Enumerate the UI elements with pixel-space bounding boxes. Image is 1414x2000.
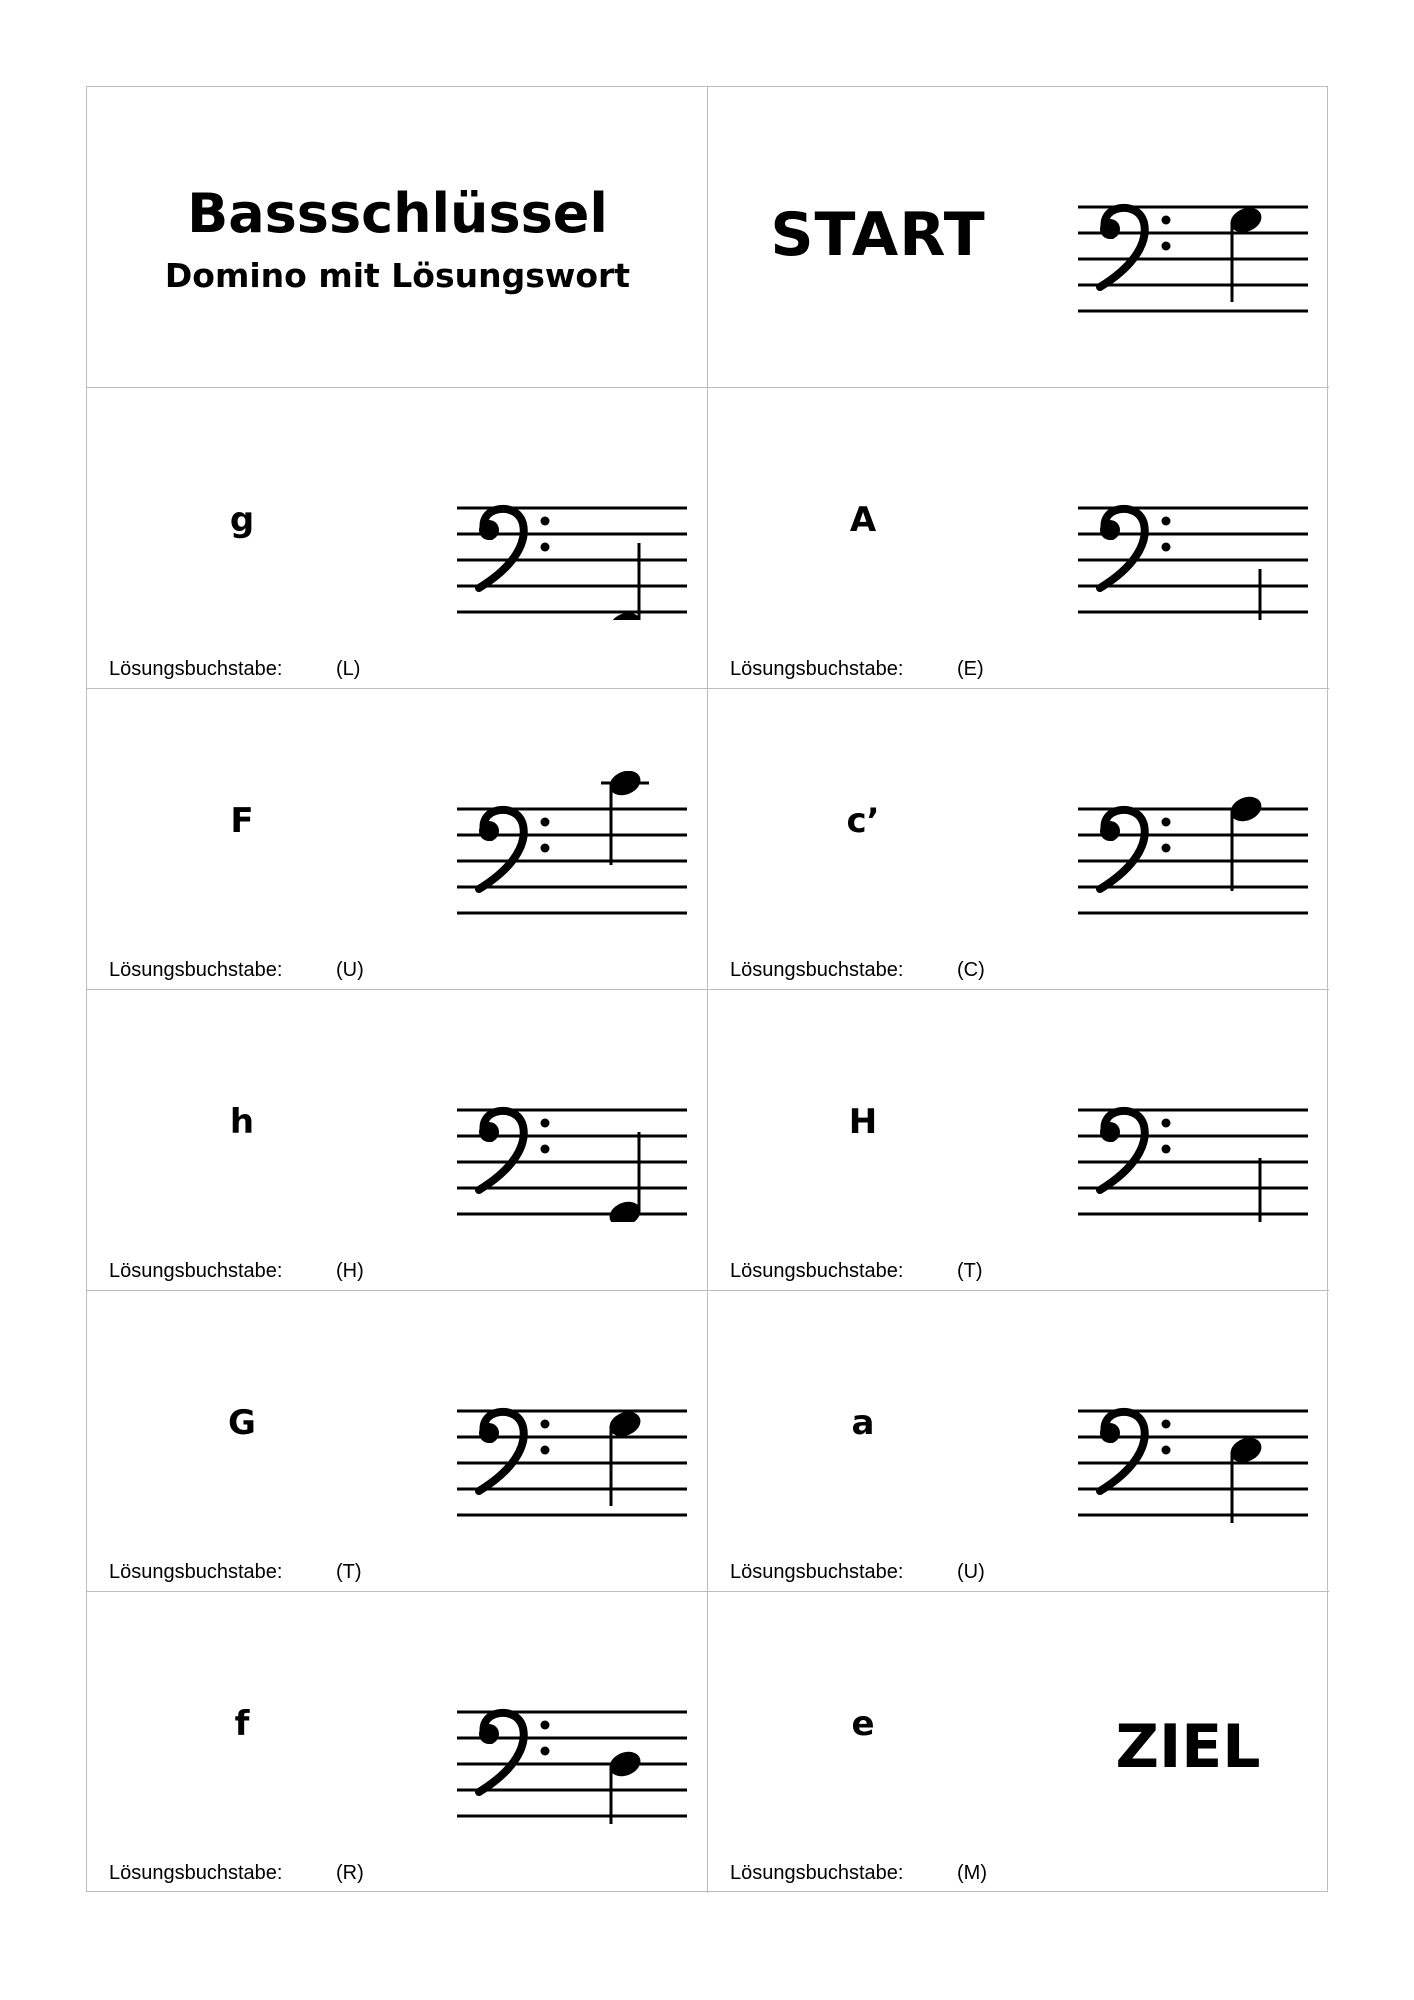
clef-dot-upper <box>541 517 550 526</box>
clef-head <box>1100 1423 1120 1443</box>
staff <box>1078 470 1308 620</box>
note-name: f <box>234 1704 250 1744</box>
bass-clef-icon <box>1100 810 1171 889</box>
staff <box>1078 169 1308 319</box>
clef-head <box>479 821 499 841</box>
answer-row <box>730 659 984 679</box>
answer-row <box>730 960 985 980</box>
clef-head <box>479 1423 499 1443</box>
note-name: c’ <box>846 801 880 841</box>
clef-dot-upper <box>1162 517 1171 526</box>
clef-head <box>479 1122 499 1142</box>
answer-row <box>109 960 364 980</box>
note-name: H <box>848 1102 878 1142</box>
domino-card <box>87 689 708 990</box>
bass-clef-icon <box>1100 208 1171 287</box>
clef-head <box>1100 821 1120 841</box>
domino-sheet <box>86 86 1328 1892</box>
answer-row <box>109 1863 364 1883</box>
clef-dot-upper <box>1162 1119 1171 1128</box>
bass-clef-icon <box>479 1713 550 1792</box>
page-title: Bassschlüssel <box>187 182 608 245</box>
answer-label: Lösungsbuchstabe: <box>109 1561 283 1583</box>
start-label: START <box>770 200 986 270</box>
answer-letter: (H) <box>336 1260 364 1282</box>
clef-dot-upper <box>541 1721 550 1730</box>
answer-label: Lösungsbuchstabe: <box>730 658 904 680</box>
clef-dot-lower <box>1162 242 1171 251</box>
answer-letter: (C) <box>957 959 985 981</box>
answer-letter: (E) <box>957 658 984 680</box>
answer-label: Lösungsbuchstabe: <box>730 1260 904 1282</box>
bass-clef-icon <box>1100 1111 1171 1190</box>
clef-head <box>1100 1122 1120 1142</box>
clef-dot-lower <box>541 1747 550 1756</box>
staff <box>1078 1373 1308 1523</box>
ziel-label: ZIEL <box>1115 1712 1261 1782</box>
note-name: h <box>229 1102 255 1142</box>
bass-clef-icon <box>479 1111 550 1190</box>
answer-row <box>109 1261 364 1281</box>
start-card <box>708 87 1329 388</box>
domino-card <box>708 990 1329 1291</box>
answer-letter: (R) <box>336 1862 364 1884</box>
page-subtitle: Domino mit Lösungswort <box>164 256 631 295</box>
clef-dot-lower <box>541 543 550 552</box>
answer-label: Lösungsbuchstabe: <box>109 658 283 680</box>
answer-label: Lösungsbuchstabe: <box>109 1862 283 1884</box>
title-card <box>87 87 708 388</box>
answer-row <box>730 1562 985 1582</box>
clef-head <box>1100 520 1120 540</box>
bass-clef-icon <box>479 1412 550 1491</box>
bass-clef-icon <box>1100 1412 1171 1491</box>
answer-letter: (U) <box>336 959 364 981</box>
answer-label: Lösungsbuchstabe: <box>730 1561 904 1583</box>
clef-dot-upper <box>1162 1420 1171 1429</box>
staff <box>457 1373 687 1523</box>
domino-card <box>708 689 1329 990</box>
clef-dot-upper <box>541 818 550 827</box>
clef-head <box>1100 219 1120 239</box>
answer-label: Lösungsbuchstabe: <box>730 1862 904 1884</box>
note-name: g <box>229 500 255 540</box>
bass-clef-icon <box>479 810 550 889</box>
clef-dot-upper <box>1162 818 1171 827</box>
clef-dot-upper <box>541 1119 550 1128</box>
domino-card <box>87 1592 708 1893</box>
answer-label: Lösungsbuchstabe: <box>109 1260 283 1282</box>
ziel-card <box>708 1592 1329 1893</box>
bass-clef-icon <box>479 509 550 588</box>
answer-letter: (T) <box>336 1561 362 1583</box>
domino-card <box>708 1291 1329 1592</box>
staff <box>1078 771 1308 921</box>
staff <box>457 1072 687 1222</box>
clef-dot-upper <box>541 1420 550 1429</box>
answer-row <box>730 1261 983 1281</box>
answer-letter: (U) <box>957 1561 985 1583</box>
clef-dot-lower <box>541 1446 550 1455</box>
domino-card <box>87 388 708 689</box>
note-name: F <box>230 801 254 841</box>
answer-row <box>730 1863 987 1883</box>
answer-letter: (L) <box>336 658 361 680</box>
staff <box>457 1674 687 1824</box>
note-name: a <box>851 1403 875 1443</box>
clef-dot-lower <box>1162 844 1171 853</box>
answer-row <box>109 659 360 679</box>
answer-letter: (T) <box>957 1260 983 1282</box>
clef-dot-lower <box>1162 1446 1171 1455</box>
note-name: G <box>228 1403 256 1443</box>
clef-dot-lower <box>1162 1145 1171 1154</box>
answer-label: Lösungsbuchstabe: <box>109 959 283 981</box>
answer-row <box>109 1562 362 1582</box>
note-name: A <box>849 500 877 540</box>
domino-card <box>708 388 1329 689</box>
answer-label: Lösungsbuchstabe: <box>730 959 904 981</box>
note-name: e <box>851 1704 875 1744</box>
staff <box>457 470 687 620</box>
clef-dot-upper <box>1162 216 1171 225</box>
clef-dot-lower <box>541 1145 550 1154</box>
clef-dot-lower <box>1162 543 1171 552</box>
staff <box>1078 1072 1308 1222</box>
domino-card <box>87 990 708 1291</box>
domino-card <box>87 1291 708 1592</box>
clef-head <box>479 1724 499 1744</box>
bass-clef-icon <box>1100 509 1171 588</box>
answer-letter: (M) <box>957 1862 987 1884</box>
clef-head <box>479 520 499 540</box>
staff <box>457 771 687 921</box>
clef-dot-lower <box>541 844 550 853</box>
